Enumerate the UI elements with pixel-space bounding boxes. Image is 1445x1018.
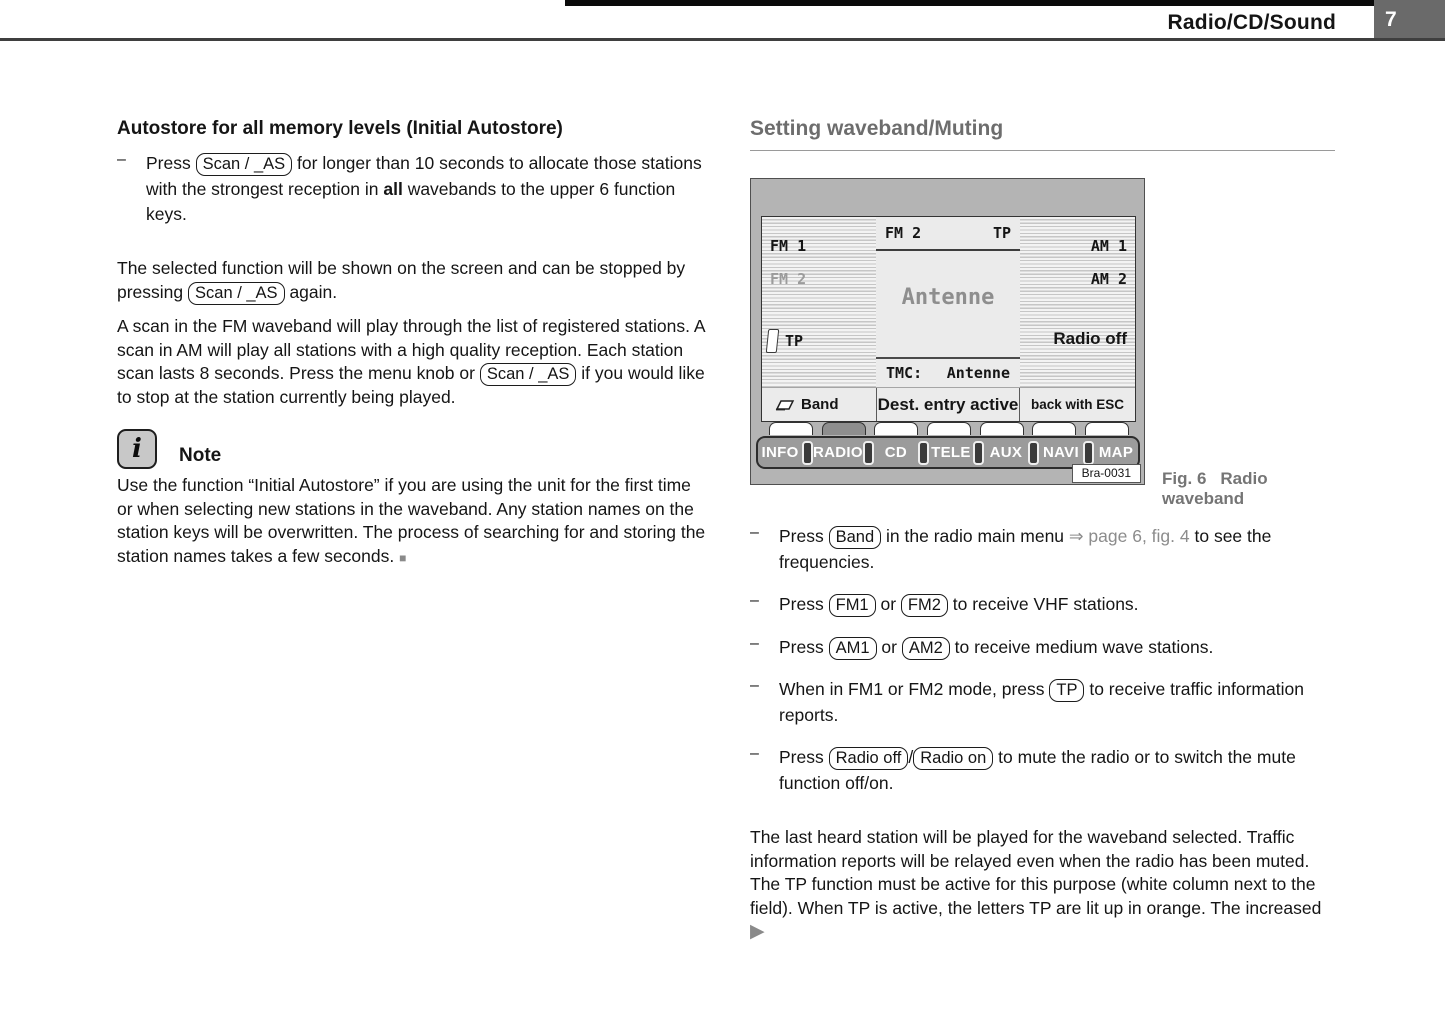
button-separator [1028,441,1039,465]
cross-reference: ⇒ page 6, fig. 4 [1068,526,1190,546]
navi-button: NAVI [1043,444,1079,461]
info-button: INFO [761,444,799,461]
screen-tab-bump-active [822,422,866,435]
cd-button: CD [884,444,908,461]
instruction-text: When in FM1 or FM2 mode, press TP to receive traffic information reports. [779,679,1304,725]
note-paragraph: Use the function “Initial Autostore” if you are using the unit for the first time or when selecting new stations in the waveband. Any station names on the station keys will be overwritten. The process of searching for and storing the station names takes a few seconds. ■ [117,475,706,566]
scan-as-key: Scan / _AS [480,363,577,386]
figure-caption-text: Radio waveband [1162,469,1268,508]
button-separator [802,441,813,465]
screen-tab-bump [1085,422,1129,435]
instruction-bullet [750,745,1336,796]
map-button: MAP [1098,444,1134,461]
screen-left-column [762,217,876,387]
radio-screen-main [762,217,1135,387]
screen-right-column [1020,217,1135,387]
paragraph: A scan in the FM waveband will play through the list of registered stations. A scan in AM will play all stations with a high quality reception. Each station scan lasts 8 seconds. Press the menu knob or Scan / _AS if you would like to stop at the station currently being played. [117,316,705,407]
screen-function-row [762,387,1135,421]
scan-as-key: Scan / _AS [196,153,293,176]
screen-label-fm1: FM 1 [770,237,807,255]
instruction-list [750,524,1336,813]
instruction-text: Press Scan / _AS for longer than 10 seconds to allocate those stations with the strongest reception in all wavebands to the upper 6 function keys. [146,153,702,224]
bullet-dash: – [750,745,759,762]
radio-on-key: Radio on [913,747,993,770]
screen-label-fm2-dim: FM 2 [770,270,807,288]
tmc-value: Antenne [946,364,1010,382]
button-separator [918,441,929,465]
figure-caption [1162,469,1336,509]
top-edge-bar [565,0,1374,6]
tele-button: TELE [931,444,971,461]
screen-tab-bump [874,422,918,435]
bullet-dash: – [750,592,759,609]
instruction-text: Press AM1 or AM2 to receive medium wave stations. [779,635,1336,661]
screen-tp-row [767,329,803,353]
header-rule [0,38,1445,41]
screen-label-radio-off: Radio off [1053,329,1127,348]
bullet-dash: – [750,634,759,652]
tmc-row [876,357,1020,387]
screen-tab-bump [769,422,813,435]
am1-key: AM1 [829,637,877,660]
bullet-dash: – [750,524,759,541]
screen-label-tp: TP [785,332,804,350]
note-header [117,429,221,469]
paragraph: The selected function will be shown on the screen and can be stopped by pressing Scan / _AS again. [117,257,702,305]
instruction-bullet [750,635,1336,661]
band-key-icon [775,398,795,411]
dest-entry-status: Dest. entry active [876,388,1020,421]
fm2-key: FM2 [901,594,948,617]
left-column [117,117,706,977]
note-title: Note [179,445,222,466]
band-key: Band [829,526,882,549]
end-of-section-marker: ■ [399,550,407,565]
figure-radio-display [750,178,1145,485]
instruction-bullet [750,677,1336,728]
section-heading-waveband: Setting waveband/Muting [750,117,1335,151]
figure-caption-number: Fig. 6 [1162,469,1207,488]
status-tp: TP [992,224,1011,242]
instruction-text: Press Radio off / Radio on to mute the radio or to switch the mute function off/on. [779,747,1296,793]
am2-key: AM2 [902,637,950,660]
button-separator [1083,441,1094,465]
esc-hint: back with ESC [1030,397,1125,412]
chapter-title: Radio/CD/Sound [1167,11,1336,34]
white-column-icon [766,329,780,353]
figure-code: Bra-0031 [1072,464,1141,483]
continuation-arrow: ▶ [750,921,765,942]
radio-screen [761,216,1136,422]
screen-label-am1: AM 1 [1090,237,1127,255]
instruction-text: Press FM1 or FM2 to receive VHF stations. [779,592,1336,618]
screen-tab-bumps [769,422,1129,436]
screen-tab-bump [1032,422,1076,435]
station-display: Antenne [901,284,995,310]
info-icon: i [117,429,157,469]
section-heading-autostore: Autostore for all memory levels (Initial Autostore) [117,118,563,139]
fm1-key: FM1 [829,594,876,617]
instruction-bullet [117,151,702,228]
tp-key: TP [1049,679,1084,702]
screen-label-am2: AM 2 [1090,270,1127,288]
scan-as-key: Scan / _AS [188,282,285,305]
instruction-bullet [750,592,1336,618]
bullet-dash: – [117,151,126,168]
closing-paragraph: The last heard station will be played for the waveband selected. Traffic information reports will be relayed even when the radio has been muted. The TP function must be active for this purpose (white column next to the field). When TP is active, the letters TP are lit up in orange. The increased ▶ [750,827,1322,942]
button-separator [973,441,984,465]
instruction-bullet [750,524,1336,575]
tmc-label: TMC: [886,364,923,382]
bullet-dash: – [750,677,759,694]
screen-tab-bump [927,422,971,435]
band-function: Band [762,388,876,421]
screen-status-bar [876,217,1020,251]
page-number-box [1374,0,1445,39]
radio-off-key: Radio off [829,747,909,770]
right-column [750,117,1336,997]
status-band: FM 2 [885,224,922,242]
aux-button: AUX [989,444,1023,461]
screen-center-column [876,217,1020,387]
button-separator [863,441,874,465]
instruction-text: Press Band in the radio main menu ⇒ page 6, fig. 4 to see the frequencies. [779,526,1272,572]
radio-button: RADIO [813,444,863,461]
emphasis-all: all [383,178,403,199]
screen-tab-bump [980,422,1024,435]
page-number: 7 [1385,8,1397,31]
